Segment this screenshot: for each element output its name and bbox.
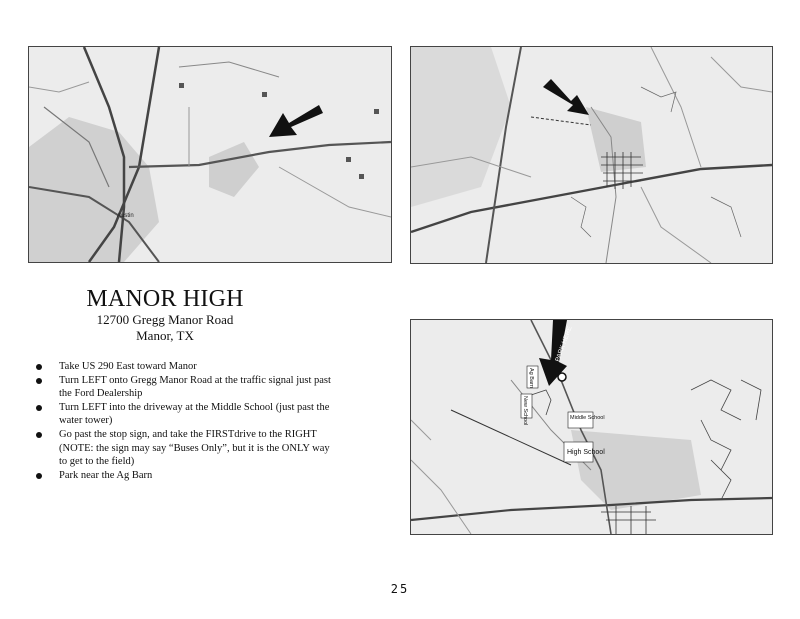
page-number: 25 <box>390 582 410 596</box>
campus-detail-map <box>410 319 773 535</box>
overview-map-graphic <box>29 47 391 262</box>
direction-item: Turn LEFT onto Gregg Manor Road at the traffic signal just past the Ford Dealership <box>34 374 334 401</box>
direction-item: Park near the Ag Barn <box>34 469 334 483</box>
city-label: Austin <box>117 213 134 219</box>
svg-text:Middle School: Middle School <box>570 415 605 421</box>
directions-list <box>34 360 334 482</box>
direction-item: Take US 290 East toward Manor <box>34 360 334 374</box>
bullet-icon <box>36 364 42 370</box>
ag-barn-label <box>527 366 538 388</box>
field-marker-icon <box>558 373 566 381</box>
manor-area-map <box>410 46 773 264</box>
svg-text:High School: High School <box>567 449 605 456</box>
svg-text:New School: New School <box>522 396 528 426</box>
school-header <box>40 286 290 344</box>
bullet-icon <box>36 378 42 384</box>
direction-item: Turn LEFT into the driveway at the Middle School (just past the water tower) <box>34 401 334 428</box>
bullet-icon <box>36 405 42 411</box>
manor-area-map-graphic <box>411 47 772 263</box>
bullet-icon <box>36 432 42 438</box>
overview-map <box>28 46 392 263</box>
campus-detail-map-graphic <box>411 320 772 534</box>
school-title: MANOR HIGH <box>86 286 244 312</box>
direction-item: Go past the stop sign, and take the FIRSTdrive to the RIGHT (NOTE: the sign may say “Buses Only”, but it is the ONLY way to get to the field) <box>34 428 334 469</box>
bullet-icon <box>36 473 42 479</box>
svg-text:Ag Barn: Ag Barn <box>528 368 534 388</box>
address-street: 12700 Gregg Manor Road <box>96 312 234 327</box>
address-city: Manor, TX <box>136 328 194 343</box>
park-here-label: PARK HERE <box>554 325 574 363</box>
